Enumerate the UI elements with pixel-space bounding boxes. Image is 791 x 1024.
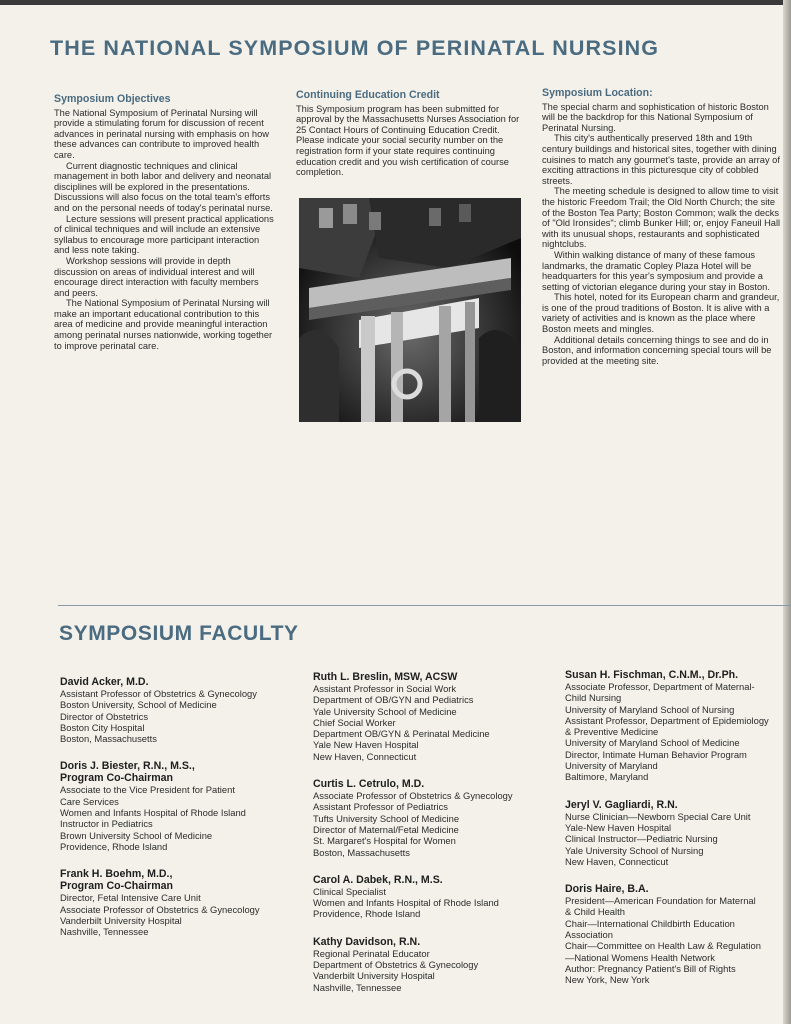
faculty-detail-line: Nashville, Tennessee [60,926,149,938]
faculty-detail-line: & Preventive Medicine [565,726,659,738]
faculty-detail-line: Instructor in Pediatrics [60,818,153,830]
faculty-name: Carol A. Dabek, R.N., M.S. [313,873,443,886]
faculty-detail-line: University of Maryland [565,760,658,772]
faculty-detail-line: Regional Perinatal Educator [313,947,430,959]
faculty-column-2 [313,671,553,1009]
faculty-detail-line: Director, Fetal Intensive Care Unit [60,892,201,904]
faculty-detail-line: Brown University School of Medicine [60,829,213,841]
faculty-detail-line: Baltimore, Maryland [565,771,649,783]
faculty-detail-line: St. Margaret's Hospital for Women [313,835,456,847]
faculty-detail-line: Boston City Hospital [60,721,145,733]
faculty-detail-line: Department of OB/GYN and Pediatrics [313,694,474,706]
faculty-detail-line: Associate to the Vice President for Patient [60,784,235,796]
faculty-entry [313,778,553,858]
faculty-detail-line: New York, New York [565,974,650,986]
objectives-heading: Symposium Objectives [54,93,171,105]
credit-column [296,90,524,178]
page-title: THE NATIONAL SYMPOSIUM OF PERINATAL NURSING [50,36,660,60]
faculty-detail-line: Yale University School of Nursing [565,844,704,856]
faculty-detail-line: Care Services [60,795,119,807]
hotel-facade-photo [299,198,521,422]
faculty-detail-line: & Child Health [565,906,625,918]
faculty-detail-line: Associate Professor of Obstetrics & Gynecology [313,790,513,802]
credit-text: This Symposium program has been submitted for approval by the Massachusetts Nurses Association for 25 Contact Hours of Continuing Education Credit. Please indicate your social security number on the registration form if your state requires continuing education credit and you wish certification of course completion. [296,103,520,178]
faculty-detail-line: Association [565,929,613,941]
faculty-detail-line: Providence, Rhode Island [313,908,421,920]
faculty-role-title: Program Co-Chairman [60,772,174,785]
objectives-paragraph: Workshop sessions will provide in depth discussion on areas of individual interest and will encourage direct interaction with faculty members and peers. [54,255,259,298]
faculty-entry [313,874,553,920]
objectives-column [54,94,276,351]
section-divider [58,605,791,606]
faculty-column-1 [60,676,300,953]
faculty-detail-line: Boston, Massachusetts [60,733,157,745]
faculty-entry [60,760,300,852]
faculty-detail-line: Associate Professor, Department of Maternal- [565,681,755,692]
faculty-detail-line: Vanderbilt University Hospital [60,914,182,926]
location-paragraph: This city's authentically preserved 18th and 19th century buildings and historical sites, together with dining cuisines to match any gourmet's taste, provide an array of exciting attractions in this picturesque city of cobbled streets. [542,133,780,186]
faculty-name: Curtis L. Cetrulo, M.D. [313,778,425,791]
faculty-detail-line: Vanderbilt University Hospital [313,970,435,982]
faculty-detail-line: Assistant Professor in Social Work [313,683,457,694]
faculty-detail-line: Nurse Clinician—Newborn Special Care Unit [565,810,751,822]
faculty-detail-line: Providence, Rhode Island [60,840,168,852]
faculty-detail-line: Yale University School of Medicine [313,705,457,717]
credit-heading: Continuing Education Credit [296,89,440,101]
faculty-detail-line: University of Maryland School of Medicine [565,737,740,749]
location-paragraph: This hotel, noted for its European charm and grandeur, is one of the proud traditions of Boston. It is alive with a variety of activities and is known as the place where Boston meets and mingles. [542,292,780,335]
faculty-detail-line: —National Womens Health Network [565,951,715,963]
location-column [542,88,782,366]
faculty-detail-line: Author: Pregnancy Patient's Bill of Rights [565,962,736,974]
objectives-paragraph: The National Symposium of Perinatal Nursing will make an important educational contribution to this area of medicine and provide meaningful interaction among perinatal nurses nationwide, working together to improve perinatal care. [54,298,273,351]
faculty-entry [313,936,553,993]
faculty-entry [565,799,791,867]
faculty-detail-line: Assistant Professor of Pediatrics [313,801,448,813]
faculty-detail-line: Chief Social Worker [313,716,396,728]
faculty-detail-line: President—American Foundation for Maternal [565,895,756,907]
faculty-detail-line: Director of Obstetrics [60,710,149,722]
faculty-detail-line: Boston University, School of Medicine [60,699,217,711]
top-edge-bar [0,0,791,5]
faculty-detail-line: Child Nursing [565,692,622,704]
faculty-detail-line: Assistant Professor, Department of Epidemiology [565,714,769,726]
faculty-detail-line: New Haven, Connecticut [313,750,417,762]
objectives-paragraph: Current diagnostic techniques and clinical management in both labor and delivery and neonatal disciplines will be explored in the presentations. Discussions will also focus on the total team's efforts and on the personal needs of today's perinatal nurse. [54,160,273,213]
faculty-detail-line: Nashville, Tennessee [313,981,402,993]
faculty-detail-line: Department OB/GYN & Perinatal Medicine [313,728,490,740]
faculty-detail-line: Associate Professor of Obstetrics & Gynecology [60,903,260,915]
faculty-detail-line: Director of Maternal/Fetal Medicine [313,823,459,835]
faculty-detail-line: Yale New Haven Hospital [313,739,419,751]
faculty-name: Doris J. Biester, R.N., M.S., [60,760,195,773]
faculty-role-title: Program Co-Chairman [60,880,174,893]
faculty-entry [565,669,791,783]
faculty-name: Frank H. Boehm, M.D., [60,868,173,881]
faculty-entry [60,868,300,937]
faculty-detail-line: Director, Intimate Human Behavior Program [565,748,747,760]
faculty-detail-line: Clinical Instructor—Pediatric Nursing [565,833,718,845]
hotel-facade-illustration [299,198,521,422]
faculty-detail-line: Department of Obstetrics & Gynecology [313,959,479,971]
faculty-detail-line: Clinical Specialist [313,885,386,897]
objectives-paragraph: The National Symposium of Perinatal Nursing will provide a stimulating forum for discussion of recent advances in perinatal nursing with emphasis on how these advances can contribute to improved health care. [54,107,269,160]
faculty-heading: SYMPOSIUM FACULTY [59,622,299,645]
faculty-name: Kathy Davidson, R.N. [313,935,421,948]
location-paragraph: The meeting schedule is designed to allow time to visit the historic Freedom Trail; the Old North Church; the site of the Boston Tea Party; Boston Common; walk the decks of "Old Ironsides"; climb Bunker Hill; or, enjoy Faneuil Hall with its unusual shops, restaurants and sophisticated nightclubs. [542,186,781,250]
faculty-entry [565,883,791,985]
faculty-entry [60,676,300,744]
faculty-name: Doris Haire, B.A. [565,883,649,896]
faculty-column-3 [565,669,791,1002]
faculty-detail-line: University of Maryland School of Nursing [565,703,735,715]
faculty-detail-line: Yale-New Haven Hospital [565,821,672,833]
faculty-detail-line: Women and Infants Hospital of Rhode Island [313,897,499,909]
faculty-detail-line: New Haven, Connecticut [565,855,669,867]
faculty-name: Susan H. Fischman, C.N.M., Dr.Ph. [565,669,739,681]
faculty-name: Jeryl V. Gagliardi, R.N. [565,798,678,811]
objectives-paragraph: Lecture sessions will present practical applications of clinical techniques and will include an extensive syllabus to encourage more participant interaction and less note taking. [54,213,274,256]
faculty-detail-line: Tufts University School of Medicine [313,812,460,824]
faculty-detail-line: Women and Infants Hospital of Rhode Island [60,807,246,819]
faculty-name: Ruth L. Breslin, MSW, ACSW [313,671,458,683]
faculty-detail-line: Assistant Professor of Obstetrics & Gynecology [60,688,257,699]
location-paragraph: The special charm and sophistication of historic Boston will be the backdrop for this National Symposium of Perinatal Nursing. [542,101,769,133]
faculty-detail-line: Chair—Committee on Health Law & Regulation [565,940,761,952]
location-paragraph: Additional details concerning things to see and do in Boston, and information concerning special tours will be provided at the meeting site. [542,334,772,366]
faculty-detail-line: Chair—International Childbirth Education [565,917,735,929]
location-heading: Symposium Location: [542,87,653,99]
location-paragraph: Within walking distance of many of these famous landmarks, the dramatic Copley Plaza Hotel will be headquarters for this year's symposium and provide a setting of victorian elegance during your stay in Boston. [542,249,770,292]
faculty-entry [313,671,553,762]
faculty-detail-line: Boston, Massachusetts [313,846,410,858]
faculty-name: David Acker, M.D. [60,676,149,688]
